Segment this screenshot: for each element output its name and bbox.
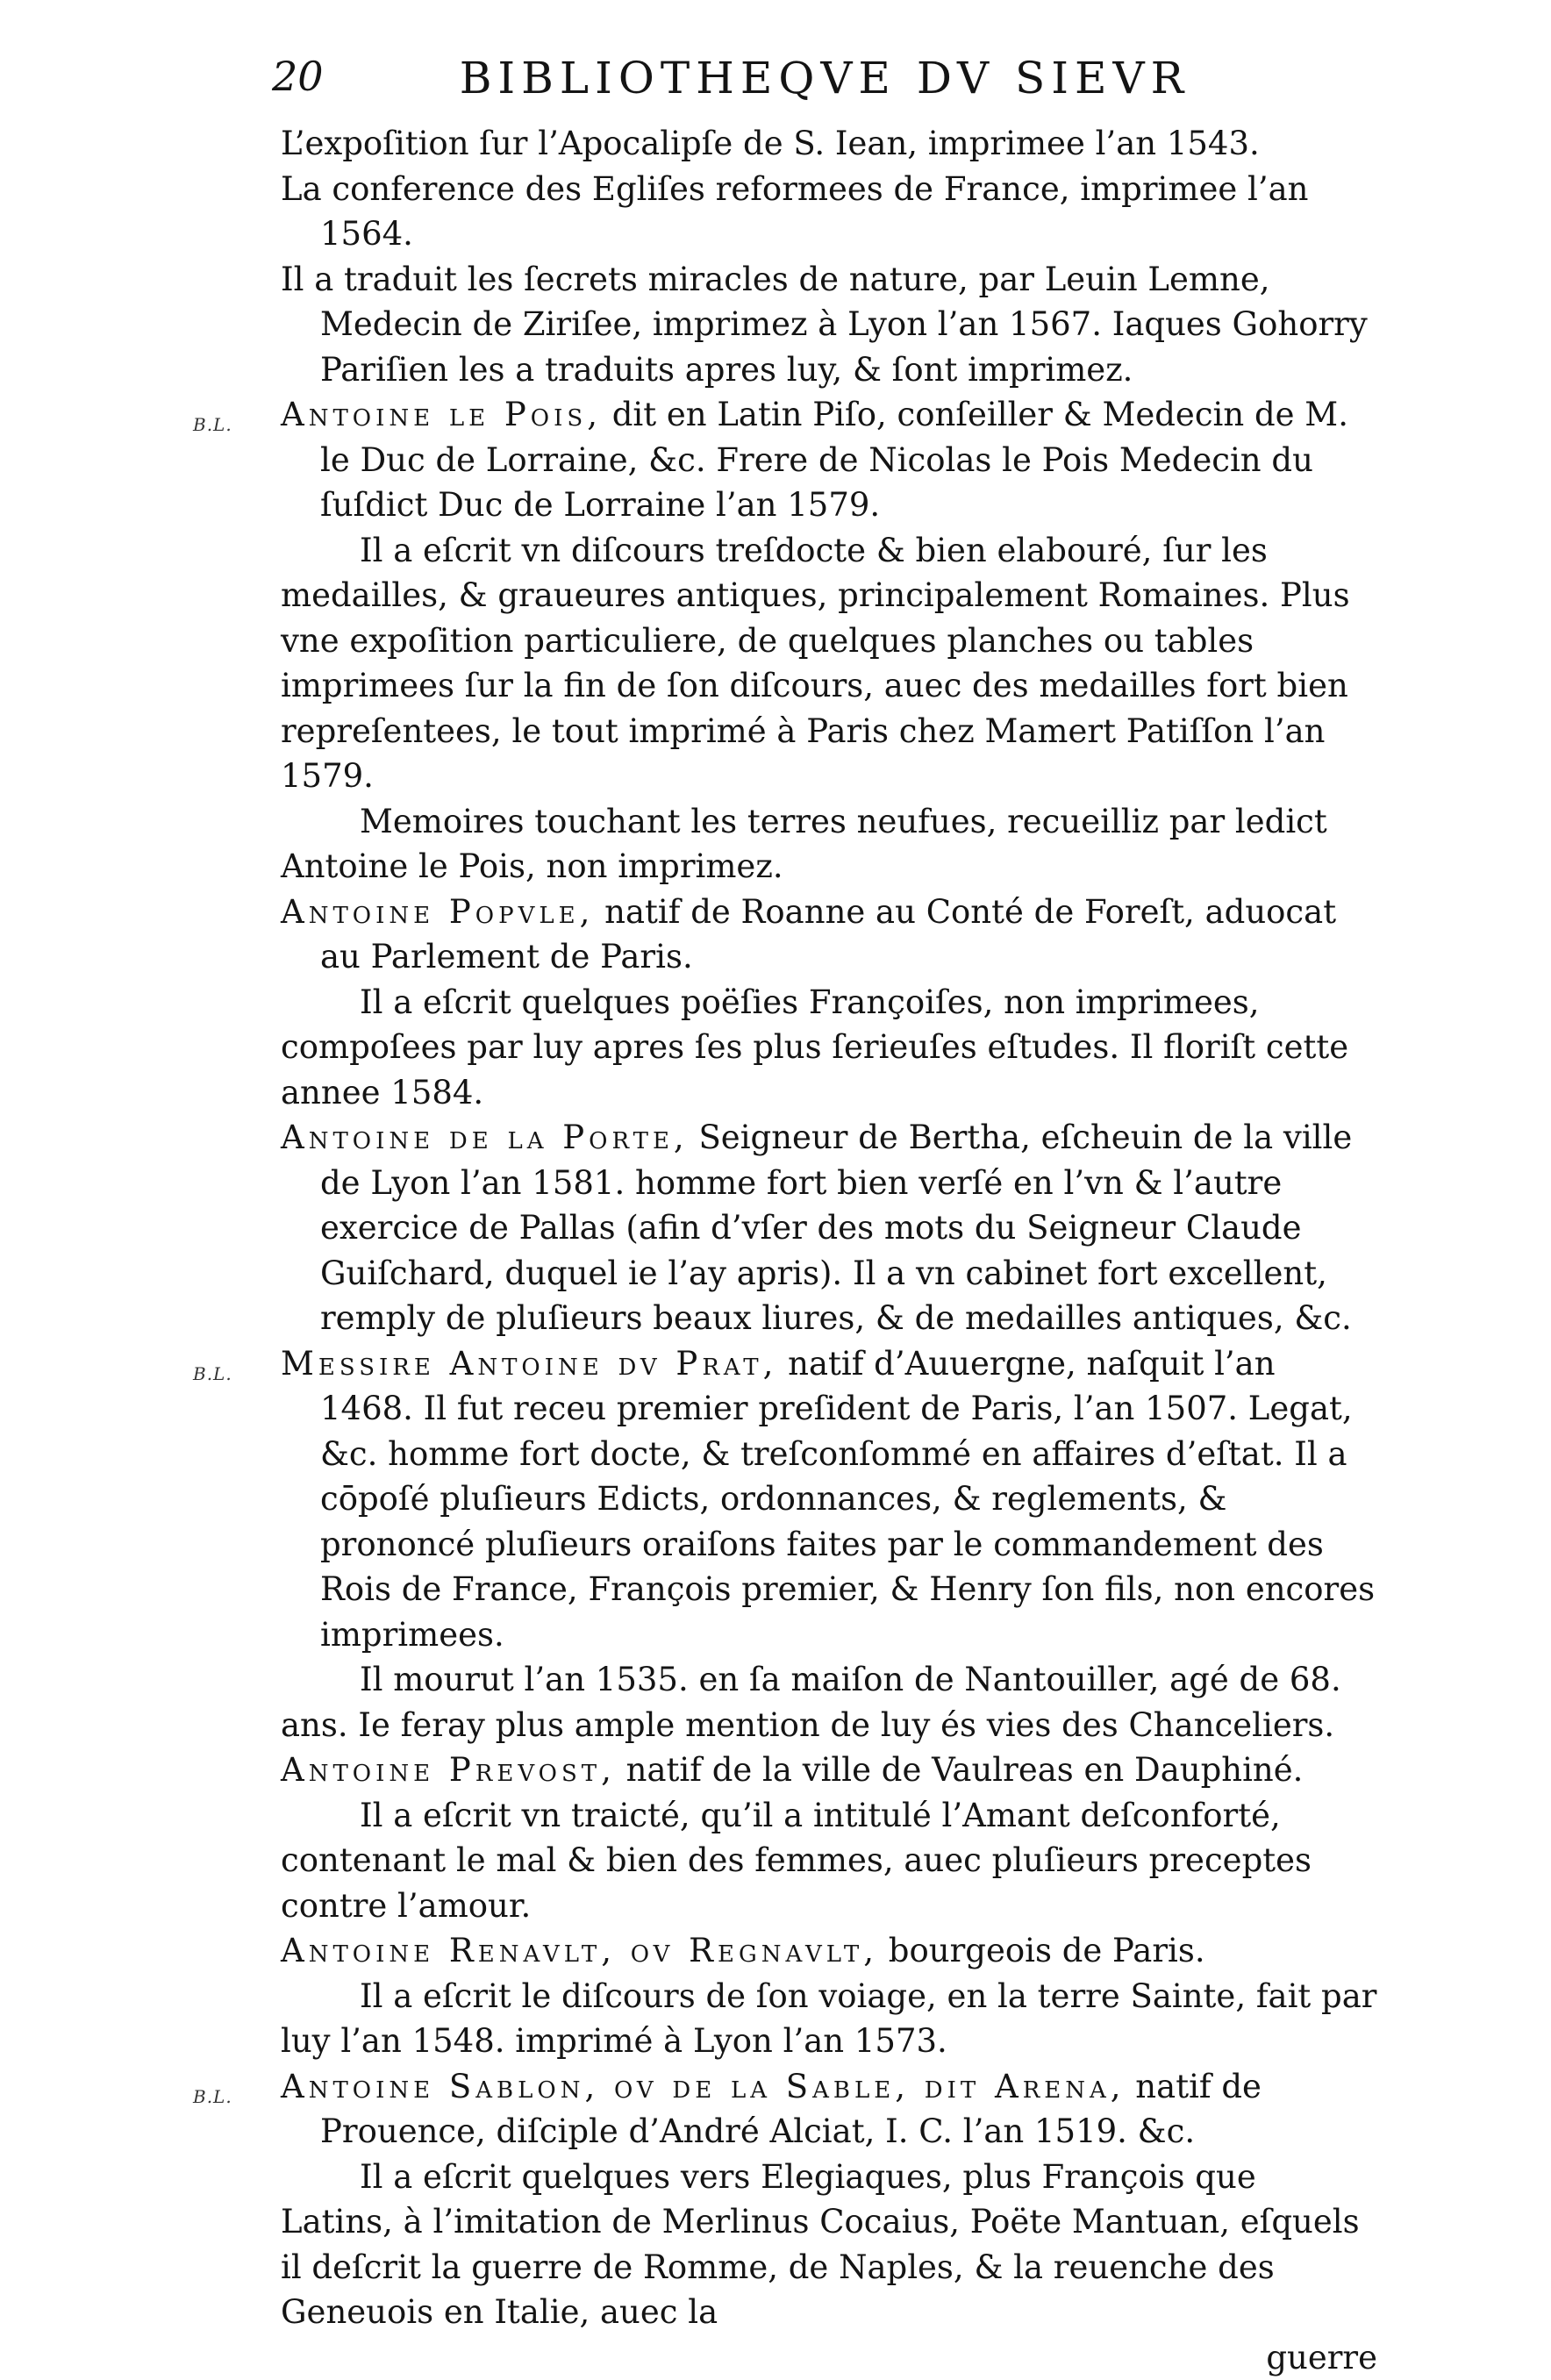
margin-note: B.L. xyxy=(193,403,232,448)
paragraph: Il a eſcrit quelques vers Elegiaques, plus François que Latins, à l’imitation de Merlinus Cocaius, Poëte Mantuan, eſquels il deſcrit la guerre de Romme, de Naples, & la reuenche des Geneuois en Italie, auec la xyxy=(281,2155,1377,2335)
entry-name: Antoine Renavlt, ov Regnavlt, xyxy=(281,1932,878,1969)
entry-text: bourgeois de Paris. xyxy=(878,1932,1205,1969)
paragraph: Il mourut l’an 1535. en ſa maiſon de Nantouiller, agé de 68. ans. Ie feray plus ample mention de luy és vies des Chanceliers. xyxy=(281,1657,1377,1747)
entry-name: Antoine Sablon, ov de la Sable, dit Arena, xyxy=(281,2068,1126,2105)
entry-name: Antoine Prevost, xyxy=(281,1751,616,1789)
paragraph: Il a eſcrit quelques poëſies Françoiſes, non imprimees, compoſees par luy apres ſes plus ſerieuſes eſtudes. Il floriſt cette annee 1584. xyxy=(281,980,1377,1116)
page-header xyxy=(0,53,1551,114)
page-number: 20 xyxy=(272,53,324,100)
entry-antoine-du-prat xyxy=(281,1341,1377,1658)
entry-antoine-sablon xyxy=(281,2064,1377,2155)
catchword: guerre xyxy=(281,2335,1377,2380)
entry-name: Antoine de la Porte, xyxy=(281,1119,689,1156)
entry-text: natif d’Auuergne, naſquit l’an 1468. Il fut receu premier preſident de Paris, l’an 1507. Legat, &c. homme fort docte, & treſconſommé en affaires d’eſtat. Il a cōpoſé pluſieurs Edicts, ordonnances, & reglements, & prononcé pluſieurs oraiſons faites par le commandement des Rois de France, François premier, & Henry ſon fils, non encores imprimees. xyxy=(320,1345,1375,1654)
main-text xyxy=(281,121,1377,2380)
entry-antoine-prevost xyxy=(281,1747,1377,1793)
entry-name: Messire Antoine dv Prat, xyxy=(281,1345,777,1383)
paragraph: Il a eſcrit vn diſcours treſdocte & bien elabouré, ſur les medailles, & graueures antiques, principalement Romaines. Plus vne expoſition particuliere, de quelques planches ou tables imprimees ſur la fin de ſon diſcours, auec des medailles fort bien repreſentees, le tout imprimé à Paris chez Mamert Patiſſon l’an 1579. xyxy=(281,528,1377,799)
paragraph: Il a eſcrit vn traicté, qu’il a intitulé l’Amant deſconforté, contenant le mal & bien des femmes, auec pluſieurs preceptes contre l’amour. xyxy=(281,1793,1377,1929)
margin-note: B.L. xyxy=(193,1352,232,1397)
paragraph: Il a traduit les ſecrets miracles de nature, par Leuin Lemne, Medecin de Ziriſee, imprimez à Lyon l’an 1567. Iaques Gohorry Pariſien les a traduits apres luy, & ſont imprimez. xyxy=(281,257,1377,393)
running-title: BIBLIOTHEQVE DV SIEVR xyxy=(439,53,1211,104)
entry-antoine-popule xyxy=(281,890,1377,980)
paragraph: Il a eſcrit le diſcours de ſon voiage, en la terre Sainte, fait par luy l’an 1548. imprimé à Lyon l’an 1573. xyxy=(281,1974,1377,2064)
entry-text: natif de Roanne au Conté de Foreſt, aduocat au Parlement de Paris. xyxy=(320,893,1336,976)
entry-antoine-le-pois xyxy=(281,392,1377,528)
entry-text: dit en Latin Piſo, conſeiller & Medecin de M. le Duc de Lorraine, &c. Frere de Nicolas le Pois Medecin du ſuſdict Duc de Lorraine l’an 1579. xyxy=(320,396,1348,524)
entry-name: Antoine le Pois, xyxy=(281,396,602,433)
entry-antoine-de-la-porte xyxy=(281,1115,1377,1341)
entry-text: natif de Prouence, diſciple d’André Alciat, I. C. l’an 1519. &c. xyxy=(320,2068,1262,2151)
entry-name: Antoine Popvle, xyxy=(281,893,594,931)
paragraph: La conference des Egliſes reformees de France, imprimee l’an 1564. xyxy=(281,167,1377,257)
entry-text: Seigneur de Bertha, eſcheuin de la ville de Lyon l’an 1581. homme fort bien verſé en l’vn & l’autre exercice de Pallas (afin d’vſer des mots du Seigneur Claude Guiſchard, duquel ie l’ay apris). Il a vn cabinet fort excellent, remply de pluſieurs beaux liures, & de medailles antiques, &c. xyxy=(320,1119,1352,1337)
paragraph: L’expoſition ſur l’Apocalipſe de S. Iean, imprimee l’an 1543. xyxy=(281,121,1377,167)
margin-note: B.L. xyxy=(193,2075,232,2120)
entry-text: natif de la ville de Vaulreas en Dauphiné. xyxy=(616,1751,1304,1789)
paragraph: Memoires touchant les terres neufues, recueilliz par ledict Antoine le Pois, non imprimez. xyxy=(281,799,1377,890)
entry-antoine-renault xyxy=(281,1928,1377,1974)
